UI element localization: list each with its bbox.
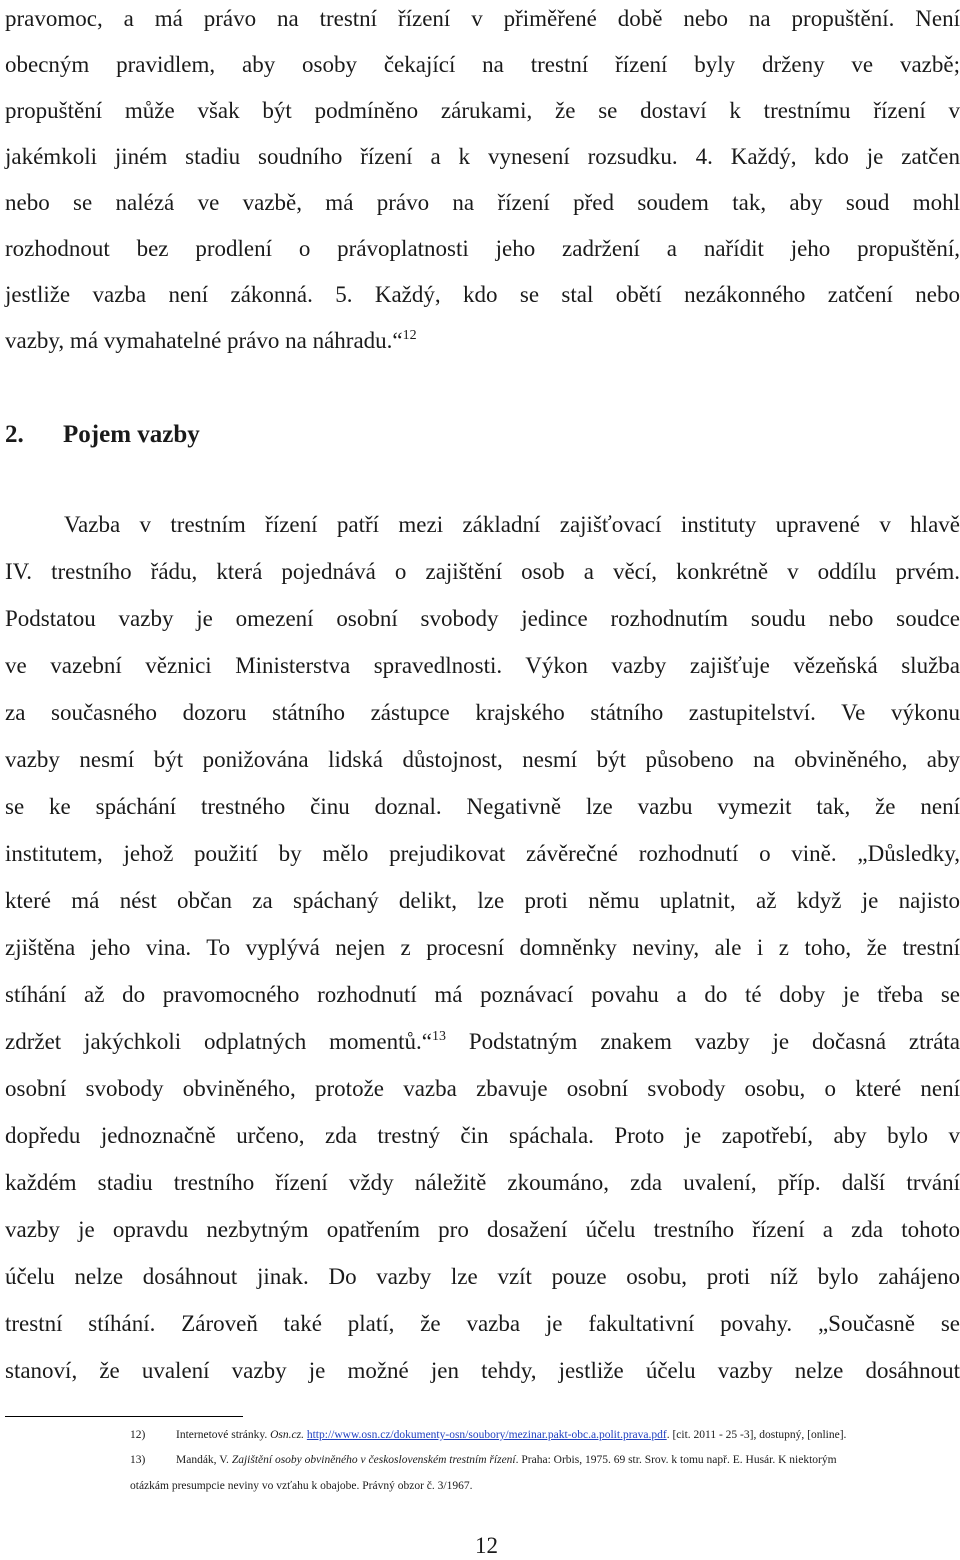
footnote-number: 13) [130, 1454, 146, 1466]
footnote-title: Zajištění osoby obviněného v československém trestním řízení [231, 1454, 516, 1466]
document-page [5, 0, 960, 1559]
text-line: vazby je opravdu nezbytným opatřením pro dosažení účelu trestního řízení a zda tohoto [5, 1217, 960, 1242]
footnote-text: . [cit. 2011 - 25 -3], dostupný, [online]. [666, 1429, 847, 1441]
page-number: 12 [475, 1533, 498, 1558]
text-line: jakémkoli jiném stadiu soudního řízení a k vynesení rozsudku. 4. Každý, kdo je zatčen [5, 144, 960, 169]
text-line: dopředu jednoznačně určeno, zda trestný čin spáchala. Proto je zapotřebí, aby bylo v [5, 1123, 960, 1148]
text-line: osobní svobody obviněného, protože vazba zbavuje osobní svobody osobu, o které není [5, 1076, 960, 1101]
footnote-text: Internetové stránky. [176, 1429, 271, 1441]
footnote-number: 12) [130, 1429, 146, 1441]
text-line: institutem, jehož použití by mělo prejudikovat závěrečné rozhodnutí o vině. „Důsledky, [5, 841, 960, 866]
text-segment: Podstatným znakem vazby je dočasná ztráta [445, 1029, 960, 1054]
footnote-separator [5, 1416, 243, 1417]
text-line [5, 326, 960, 356]
text-line: stanoví, že uvalení vazby je možné jen tehdy, jestliže účelu vazby nelze dosáhnout [5, 1358, 960, 1383]
footnote-link[interactable]: http://www.osn.cz/dokumenty-osn/soubory/mezinar.pakt-obc.a.polit.prava.pdf [306, 1429, 667, 1441]
footnote-ref-12[interactable]: 12 [402, 328, 417, 343]
text-line: účelu nelze dosáhnout jinak. Do vazby lze vzít pouze osobu, proti níž bylo zahájeno [5, 1264, 960, 1289]
text-line: jestliže vazba není zákonná. 5. Každý, kdo se stal obětí nezákonného zatčení nebo [5, 282, 960, 307]
text-line: za současného dozoru státního zástupce krajského státního zastupitelství. Ve výkonu [5, 700, 960, 725]
text-line: Vazba v trestním řízení patří mezi základní zajišťovací instituty upravené v hlavě [64, 512, 960, 537]
text-line: obecným pravidlem, aby osoby čekající na trestní řízení byly drženy ve vazbě; [5, 52, 960, 77]
footnote-12 [130, 1427, 846, 1443]
footnote-text: Mandák, V. [176, 1454, 232, 1466]
text-line: nebo se nalézá ve vazbě, má právo na řízení před soudem tak, aby soud mohl [5, 190, 960, 215]
text-line: pravomoc, a má právo na trestní řízení v přiměřené době nebo na propuštění. Není [5, 6, 960, 31]
text-line: které má nést občan za spáchaný delikt, lze proti němu uplatnit, až když je najisto [5, 888, 960, 913]
footnote-text: . Praha: Orbis, 1975. 69 str. Srov. k tomu např. E. Husár. K niektorým [515, 1454, 837, 1466]
text-line: ve vazební věznici Ministerstva spravedlnosti. Výkon vazby zajišťuje vězeňská služba [5, 653, 960, 678]
text-segment: vazby, má vymahatelné právo na náhradu.“ [5, 328, 403, 353]
section-title: Pojem vazby [63, 421, 200, 448]
text-line [5, 1027, 960, 1057]
section-heading [5, 418, 200, 452]
text-line: trestní stíhání. Zároveň také platí, že vazba je fakultativní povahy. „Současně se [5, 1311, 960, 1336]
text-line: IV. trestního řádu, která pojednává o zajištění osob a věcí, konkrétně v oddílu prvém. [5, 559, 960, 584]
text-line: rozhodnout bez prodlení o právoplatnosti jeho zadržení a nařídit jeho propuštění, [5, 236, 960, 261]
text-segment: zdržet jakýchkoli odplatných momentů.“ [5, 1029, 432, 1054]
text-line: se ke spáchání trestného činu doznal. Negativně lze vazbu vymezit tak, že není [5, 794, 960, 819]
text-line: každém stadiu trestního řízení vždy náležitě zkoumáno, zda uvalení, příp. další trvání [5, 1170, 960, 1195]
text-line: zjištěna jeho vina. To vyplývá nejen z procesní domněnky neviny, ale i z toho, že trestní [5, 935, 960, 960]
text-line: propuštění může však být podmíněno zárukami, že se dostaví k trestnímu řízení v [5, 98, 960, 123]
section-number: 2. [5, 421, 24, 448]
text-line: stíhání až do pravomocného rozhodnutí má poznávací povahu a do té doby je třeba se [5, 982, 960, 1007]
footnote-source: Osn.cz. [270, 1429, 304, 1441]
footnote-13 [130, 1452, 837, 1468]
footnote-13-continuation: otázkám presumpcie neviny vo vzťahu k obajobe. Právný obzor č. 3/1967. [130, 1480, 473, 1492]
text-line: Podstatou vazby je omezení osobní svobody jedince rozhodnutím soudu nebo soudce [5, 606, 960, 631]
text-line: vazby nesmí být ponižována lidská důstojnost, nesmí být působeno na obviněného, aby [5, 747, 960, 772]
footnote-ref-13[interactable]: 13 [431, 1029, 446, 1044]
